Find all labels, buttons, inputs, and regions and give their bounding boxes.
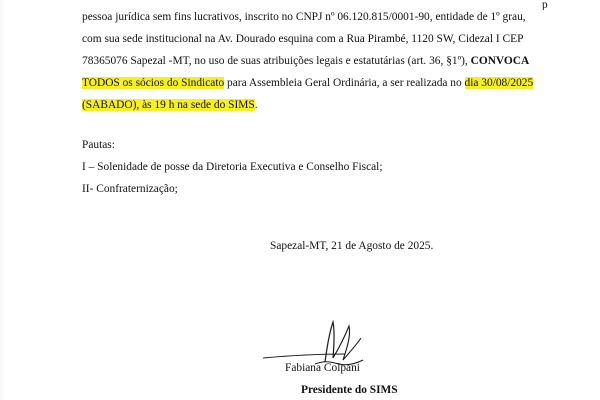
scan-edge-shadow bbox=[0, 0, 6, 400]
place-date: Sapezal-MT, 21 de Agosto de 2025. bbox=[270, 240, 434, 252]
signatory-role-text: Presidente do SIMS bbox=[301, 384, 398, 396]
paragraph-line-1: pessoa jurídica sem fins lucrativos, inscrito no CNPJ nº 06.120.815/0001-90, entidade de 1º grau, bbox=[82, 11, 526, 23]
agenda-section bbox=[82, 134, 383, 200]
agenda-item-1: I – Solenidade de posse da Diretoria Executiva e Conselho Fiscal; bbox=[82, 161, 383, 173]
convocation-paragraph bbox=[82, 6, 582, 116]
paragraph-line-5 bbox=[82, 94, 258, 116]
highlight-all-members: TODOS os sócios do Sindicato bbox=[82, 77, 225, 89]
highlight-time-place: (SABADO), às 19 h na sede do SIMS bbox=[82, 99, 255, 111]
paragraph-line-5-end: . bbox=[254, 99, 258, 111]
paragraph-line-4-text: para Assembleia Geral Ordinária, a ser realizada no bbox=[224, 77, 465, 89]
signatory-role bbox=[301, 383, 398, 397]
agenda-item-2: II- Confraternização; bbox=[82, 183, 178, 195]
agenda-title: Pautas: bbox=[82, 139, 115, 151]
highlight-date: dia 30/08/2025 bbox=[464, 77, 534, 89]
paragraph-line-3 bbox=[82, 50, 529, 72]
paragraph-line-4 bbox=[82, 72, 533, 94]
signatory-name bbox=[285, 361, 360, 375]
paragraph-line-3-text: 78365076 Sapezal -MT, no uso de suas atribuições legais e estatutárias (art. 36, §1º), bbox=[82, 55, 468, 67]
top-fragment-text: p bbox=[542, 0, 548, 10]
convoca-word: CONVOCA bbox=[470, 55, 530, 67]
paragraph-line-2: com sua sede institucional na Av. Dourado esquina com a Rua Pirambé, 1120 SW, Cidezal I CEP bbox=[82, 33, 524, 45]
signatory-name-text: Fabiana Colpani bbox=[285, 362, 360, 374]
